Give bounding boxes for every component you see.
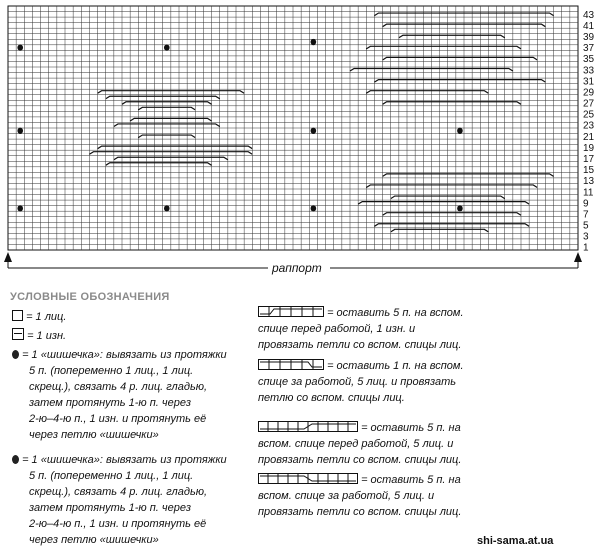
row-number: 25 (583, 109, 595, 121)
bobble-mark (164, 44, 170, 50)
purl-dash-icon (12, 328, 24, 340)
cable-right-1-5-icon (258, 359, 324, 371)
legend-cable-3 (258, 420, 461, 468)
bobble-mark (311, 205, 317, 211)
row-number: 23 (583, 120, 595, 132)
legend-cable4-line-2: провязать петли со вспом. спицы лиц. (258, 506, 462, 518)
row-number: 17 (583, 154, 595, 165)
bobble-mark (311, 39, 317, 45)
row-number: 43 (583, 9, 595, 21)
legend-cable3-line-0: = оставить 5 п. на (361, 422, 461, 434)
row-number: 1 (583, 242, 589, 254)
row-number: 41 (583, 20, 595, 32)
legend-purl (12, 328, 66, 344)
row-number: 37 (583, 43, 595, 55)
bobble-in-square-icon (12, 455, 19, 464)
legend-purl-text: = 1 изн. (27, 330, 67, 342)
legend-bobble1-line-5: через петлю «шишечки» (29, 429, 159, 441)
legend-cable4-line-1: вспом. спице за работой, 5 лиц. и (258, 490, 435, 502)
bobble-mark (457, 128, 463, 134)
legend-bobble-1 (12, 347, 227, 443)
chart-grid (8, 6, 578, 250)
legend-bobble2-line-0: = 1 «шишечка»: вывязать из протяжки (22, 454, 227, 466)
bobble-mark (17, 44, 23, 50)
row-number: 7 (583, 209, 589, 221)
legend-cable-2 (258, 358, 464, 406)
legend-cable-4 (258, 472, 461, 520)
legend-bobble2-line-4: 2-ю–4-ю п., 1 изн. и протянуть её (29, 518, 207, 530)
legend-bobble1-line-0: = 1 «шишечка»: вывязать из протяжки (22, 349, 227, 361)
bobble-mark (457, 205, 463, 211)
rapport-label: раппорт (272, 261, 322, 275)
bobble-icon (12, 350, 19, 359)
legend-cable-1 (258, 305, 464, 353)
row-number: 35 (583, 54, 595, 66)
legend-bobble1-line-2: скрещ.), связать 4 р. лиц. гладью, (29, 381, 208, 393)
row-number-column (583, 10, 595, 254)
row-number: 15 (583, 165, 595, 177)
bobble-mark (17, 128, 23, 134)
legend-bobble2-line-5: через петлю «шишечки» (29, 534, 159, 546)
row-number: 9 (583, 198, 589, 210)
legend-bobble1-line-4: 2-ю–4-ю п., 1 изн. и протянуть её (29, 413, 207, 425)
legend-cable1-line-2: провязать петли со вспом. спицы лиц. (258, 339, 462, 351)
cable-left-5-1-icon (258, 306, 324, 318)
row-number: 31 (583, 76, 595, 88)
row-number: 3 (583, 231, 589, 243)
site-watermark: shi-sama.at.ua (477, 535, 554, 547)
legend-title: УСЛОВНЫЕ ОБОЗНАЧЕНИЯ (10, 291, 170, 303)
row-number: 21 (583, 131, 595, 143)
row-number: 13 (583, 176, 595, 188)
bobble-mark (17, 205, 23, 211)
row-number: 19 (583, 142, 595, 154)
cable-right-5-5-icon (258, 473, 358, 485)
legend-bobble2-line-1: 5 п. (попеременно 1 лиц., 1 лиц. (29, 470, 194, 482)
legend-bobble2-line-3: затем протянуть 1-ю п. через (29, 502, 191, 514)
bobble-mark (311, 128, 317, 134)
row-number: 27 (583, 98, 595, 110)
legend-cable2-line-1: спице за работой, 5 лиц. и провязать (258, 376, 457, 388)
legend-cable4-line-0: = оставить 5 п. на (361, 474, 461, 486)
legend-cable2-line-2: петлю со вспом. спицы лиц. (258, 392, 405, 404)
legend-cable2-line-0: = оставить 1 п. на вспом. (327, 360, 464, 372)
row-number: 5 (583, 220, 589, 232)
legend-bobble2-line-2: скрещ.), связать 4 р. лиц. гладью, (29, 486, 208, 498)
legend-cable3-line-1: вспом. спице перед работой, 5 лиц. и (258, 438, 454, 450)
bobble-mark (164, 205, 170, 211)
legend-knit (12, 309, 66, 325)
row-number: 11 (583, 187, 594, 199)
legend-bobble1-line-1: 5 п. (попеременно 1 лиц., 1 лиц. (29, 365, 194, 377)
knit-square-icon (12, 310, 23, 321)
row-number: 33 (583, 65, 595, 77)
legend-knit-text: = 1 лиц. (26, 311, 67, 323)
legend-cable3-line-2: провязать петли со вспом. спицы лиц. (258, 454, 462, 466)
legend-cable1-line-1: спице перед работой, 1 изн. и (258, 323, 416, 335)
row-number: 39 (583, 32, 595, 43)
row-number: 29 (583, 87, 595, 99)
cable-left-5-5-icon (258, 421, 358, 433)
legend-bobble1-line-3: затем протянуть 1-ю п. через (29, 397, 191, 409)
legend-cable1-line-0: = оставить 5 п. на вспом. (327, 307, 464, 319)
legend-bobble-2 (12, 452, 227, 548)
rapport-indicator (4, 252, 582, 275)
